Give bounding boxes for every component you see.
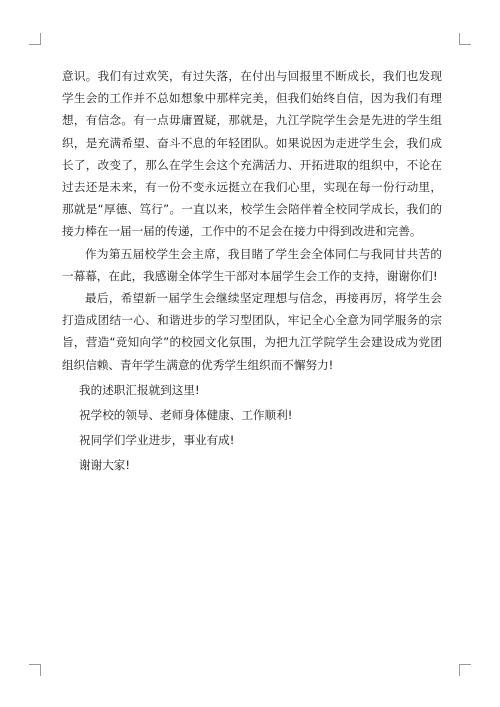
paragraph-final-hopes: 最后，希望新一届学生会继续坚定理想与信念，再接再厉，将学生会打造成团结一心、和谐进步的学习型团队，牢记全心全意为同学服务的宗旨，营造“竞知向学”的校园文化氛围，为把九江学院学生会建设成为党团组织信赖、青年学生满意的优秀学生组织而不懈努力! (62, 291, 442, 372)
page-corner-mark-bottom-left (29, 664, 41, 676)
closing-line-report-end: 我的述职汇报就到这里! (79, 382, 200, 397)
paragraph-continuation: 意识。我们有过欢笑，有过失落，在付出与回报里不断成长，我们也发现学生会的工作并不总如想象中那样完美，但我们始终自信，因为我们有理想，有信念。有一点毋庸置疑，那就是，九江学院学生会是先进的学生组织，是充满希望、奋斗不息的年轻团队。如果说因为走进学生会，我们成长了，改变了，那么在学生会这个充满活力、开拓进取的组织中，不论在过去还是未来，有一份不变永远挺立在我们心里，实现在每一份行动里，那就是“厚德、笃行”。一直以来，校学生会陪伴着全校同学成长，我们的接力棒在一届一届的传递，工作中的不足会在接力中得到改进和完善。 (62, 69, 442, 239)
page-corner-mark-top-left (29, 33, 41, 45)
page-corner-mark-top-right (459, 33, 471, 45)
closing-line-thanks: 谢谢大家! (79, 458, 131, 473)
paragraph-thanks: 作为第五届校学生会主席，我目睹了学生会全体同仁与我同甘共苦的一幕幕，在此，我感谢全体学生干部对本届学生会工作的支持，谢谢你们! (62, 246, 442, 283)
closing-line-wish-leaders: 祝学校的领导、老师身体健康、工作顺利! (79, 408, 293, 423)
closing-line-wish-students: 祝同学们学业进步，事业有成! (79, 433, 235, 448)
document-body (62, 65, 442, 477)
page-corner-mark-bottom-right (459, 664, 471, 676)
